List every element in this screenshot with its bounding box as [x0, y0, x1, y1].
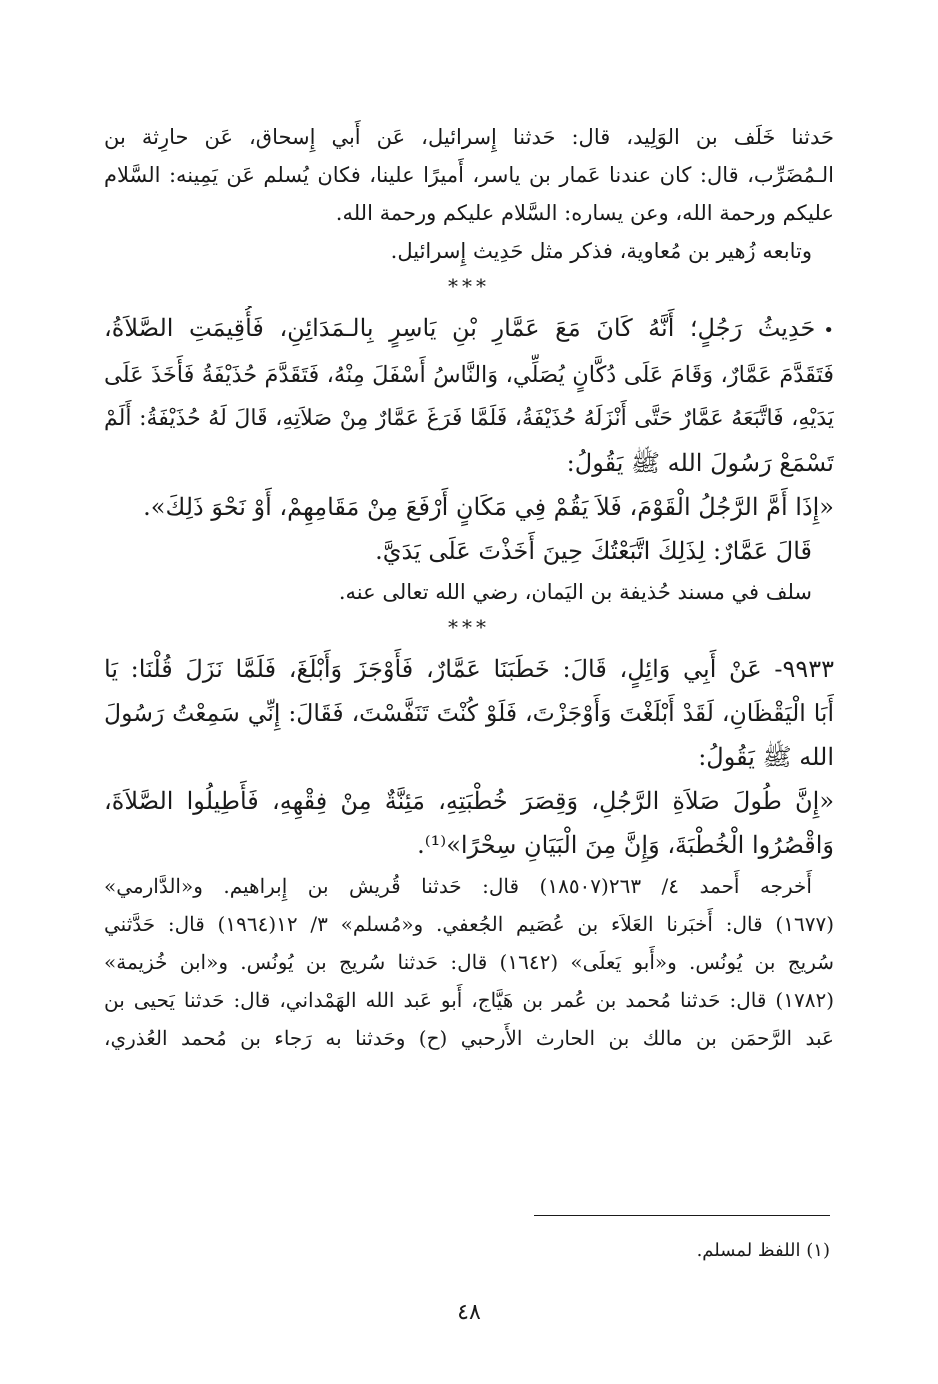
hadith-block-2 [104, 647, 834, 867]
hadith-line: ٩٩٣٣- عَنْ أَبِي وَائِلٍ، قَالَ: خَطَبَنَا عَمَّارٌ، فَأَوْجَزَ وَأَبْلَغَ، فَلَمَّا نَزَلَ قُلْنَا: يَا [104, 655, 834, 683]
hadith-line: تَسْمَعْ رَسُولَ الله ﷺ يَقُولُ: [566, 449, 834, 477]
intro-line: وتابعه زُهير بن مُعاوية، فذكر مثل حَدِيث إِسرائيل. [390, 239, 812, 263]
hadith-line: الله ﷺ يَقُولُ: [698, 743, 834, 771]
intro-line: عليكم ورحمة الله، وعن يساره: السَّلام عليكم ورحمة الله. [335, 201, 834, 225]
hadith-line: أَبَا الْيَقْظَانِ، لَقَدْ أَبْلَغْتَ وَأَوْجَزْتَ، فَلَوْ كُنْتَ تَنَفَّسْتَ، فَقَالَ: إِنِّي سَمِعْتُ رَسُولَ [104, 699, 834, 727]
intro-line: حَدثنا خَلَف بن الوَلِيد، قال: حَدثنا إِسرائيل، عَن أَبي إِسحاق، عَن حارِثة بن [104, 125, 834, 149]
source-line: عَبد الرَّحمَن بن مالك بن الحارث الأَرحبي (ح) وحَدثنا به رَجاء بن مُحمد العُذري، [104, 1026, 834, 1050]
source-line: (١٧٨٢) قال: حَدثنا مُحمد بن عُمر بن هَيَّاج، أَبو عَبد الله الهَمْداني، قال: حَدثنا يَحيى بن [104, 988, 834, 1012]
note-line: سلف في مسند حُذيفة بن اليَمان، رضي الله تعالى عنه. [338, 580, 812, 604]
hadith-block-1 [104, 306, 834, 573]
footnote-divider [534, 1215, 830, 1216]
prophetic-quote: «إِذَا أَمَّ الرَّجُلُ الْقَوْمَ، فَلاَ يَقُمْ فِي مَكَانٍ أَرْفَعَ مِنْ مَقَامِهِمْ، أَوْ نَحْوَ ذَلِكَ». [143, 493, 834, 521]
hadith-line: فَتَقَدَّمَ عَمَّارٌ، وَقَامَ عَلَى دُكَّانٍ يُصَلِّي، وَالنَّاسُ أَسْفَلَ مِنْهُ، فَتَقَدَّمَ حُذَيْفَةُ فَأَخَذَ عَلَى [104, 362, 834, 388]
hadith-line [104, 306, 834, 353]
hadith-line-text: حَدِيثُ رَجُلٍ؛ أَنَّهُ كَانَ مَعَ عَمَّارِ بْنِ يَاسِرٍ بِالـمَدَائِنِ، فَأُقِيمَتِ الصَّلاَةُ، [104, 314, 816, 342]
section-separator: *** [448, 615, 490, 639]
section-separator: *** [448, 274, 490, 298]
prophetic-quote: «إِنَّ طُولَ صَلاَةِ الرَّجُلِ، وَقِصَرَ خُطْبَتِهِ، مَئِنَّةٌ مِنْ فِقْهِهِ، فَأَطِيلُوا الصَّلاَةَ، [104, 787, 834, 815]
sources-paragraph [104, 867, 834, 1057]
hadith-note [104, 573, 834, 611]
footnote: (١) اللفظ لمسلم. [696, 1240, 830, 1261]
source-line: سُريج بن يُونُس. و«أَبو يَعلَى» (١٦٤٢) قال: حَدثنا سُريج بن يُونُس. و«ابن خُزيمة» [104, 950, 834, 974]
intro-paragraph [104, 118, 834, 270]
intro-line: الـمُضَرِّب، قال: كان عندنا عَمار بن ياسر، أَميرًا علينا، فكان يُسلم عَن يَمِينه: السَّلام [104, 163, 834, 187]
hadith-reply: قَالَ عَمَّارٌ: لِذَلِكَ اتَّبَعْتُكَ حِينَ أَخَذْتَ عَلَى يَدَيَّ. [375, 537, 812, 565]
source-line: أَخرجه أَحمد ٤/ ٢٦٣(١٨٥٠٧) قال: حَدثنا قُريش بن إِبراهيم. و«الدَّارمي» [104, 874, 812, 898]
source-line: (١٦٧٧) قال: أَخبَرنا العَلاَء بن عُصَيم الجُعفي. و«مُسلم» ٣/ ١٢(١٩٦٤) قال: حَدَّثني [104, 912, 834, 936]
page-number: ٤٨ [457, 1300, 481, 1325]
prophetic-quote: وَاقْصُرُوا الْخُطْبَةَ، وَإِنَّ مِنَ الْبَيَانِ سِحْرًا»⁽¹⁾. [417, 831, 834, 859]
hadith-line: يَدَيْهِ، فَاتَّبَعَهُ عَمَّارٌ حَتَّى أَنْزَلَهُ حُذَيْفَةُ، فَلَمَّا فَرَغَ عَمَّارٌ مِنْ صَلاَتِهِ، قَالَ لَهُ حُذَيْفَةُ: أَلَمْ [104, 406, 834, 431]
bullet-icon: • [823, 320, 834, 341]
